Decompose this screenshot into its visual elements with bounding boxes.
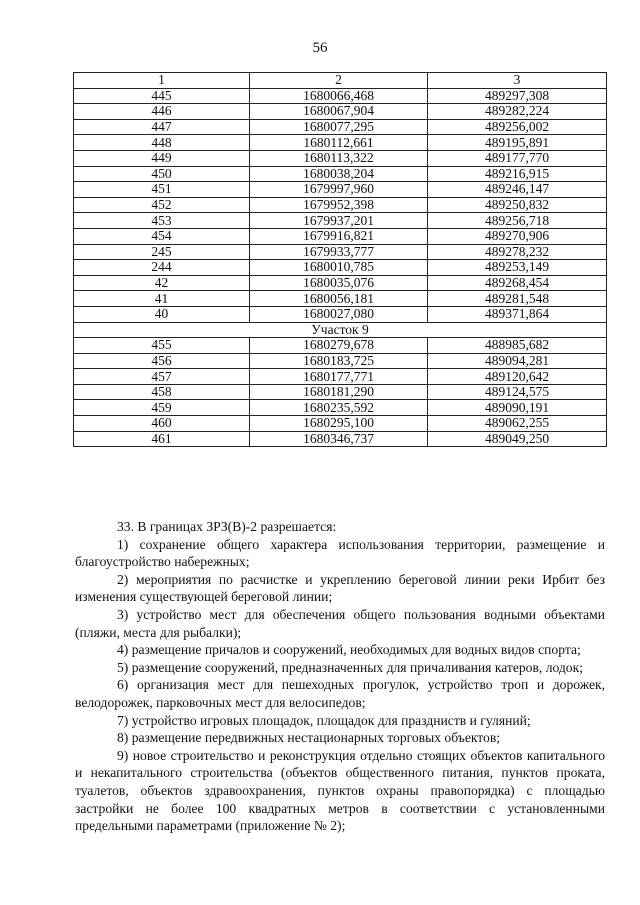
table-row — [74, 369, 607, 385]
table-row — [74, 88, 607, 104]
table-row — [74, 416, 607, 432]
table-row — [74, 353, 607, 369]
y-coordinate-cell: 489049,250 — [428, 431, 607, 447]
table-row — [74, 431, 607, 447]
point-number-cell: 446 — [74, 104, 250, 120]
x-coordinate-cell: 1680010,785 — [250, 260, 428, 276]
y-coordinate-cell: 489270,906 — [428, 228, 607, 244]
point-number-cell: 455 — [74, 338, 250, 354]
x-coordinate-cell: 1680295,100 — [250, 416, 428, 432]
x-coordinate-cell: 1680056,181 — [250, 291, 428, 307]
y-coordinate-cell: 489256,002 — [428, 119, 607, 135]
section-heading: 33. В границах ЗРЗ(В)-2 разрешается: — [117, 519, 337, 534]
point-number-cell: 460 — [74, 416, 250, 432]
y-coordinate-cell: 489371,864 — [428, 306, 607, 322]
table-row — [74, 291, 607, 307]
table-row — [74, 166, 607, 182]
x-coordinate-cell: 1680038,204 — [250, 166, 428, 182]
x-coordinate-cell: 1680066,468 — [250, 88, 428, 104]
y-coordinate-cell: 489177,770 — [428, 150, 607, 166]
table-row — [74, 338, 607, 354]
x-coordinate-cell: 1680346,737 — [250, 431, 428, 447]
y-coordinate-cell: 489120,642 — [428, 369, 607, 385]
point-number-cell: 450 — [74, 166, 250, 182]
section-label: Участок 9 — [74, 322, 607, 338]
x-coordinate-cell: 1680183,725 — [250, 353, 428, 369]
table-row — [74, 213, 607, 229]
y-coordinate-cell: 489124,575 — [428, 384, 607, 400]
list-item: 9) новое строительство и реконструкция отдельно стоящих объектов капитального и некапитального строительства (объектов общественного питания, пунктов проката, туалетов, объектов здравоохранения, пунктов охраны правопорядка) с площадью застройки не более 100 квадратных метров в соответствии с установленными предельными параметрами (приложение № 2); — [75, 747, 605, 834]
table-row — [74, 400, 607, 416]
list-item: 6) организация мест для пешеходных прогулок, устройство троп и дорожек, велодорожек, парковочных мест для велосипедов; — [75, 677, 605, 710]
table-row — [74, 150, 607, 166]
x-coordinate-cell: 1680235,592 — [250, 400, 428, 416]
x-coordinate-cell: 1680112,661 — [250, 135, 428, 151]
coordinates-table — [73, 72, 607, 447]
point-number-cell: 42 — [74, 275, 250, 291]
point-number-cell: 452 — [74, 197, 250, 213]
coordinates-table-body — [74, 73, 607, 447]
x-coordinate-cell: 1680113,322 — [250, 150, 428, 166]
list-item: 1) сохранение общего характера использования территории, размещение и благоустройство набережных; — [75, 536, 605, 570]
table-row — [74, 119, 607, 135]
y-coordinate-cell: 489246,147 — [428, 182, 607, 198]
x-coordinate-cell: 1680181,290 — [250, 384, 428, 400]
point-number-cell: 449 — [74, 150, 250, 166]
table-row — [74, 135, 607, 151]
y-coordinate-cell: 489253,149 — [428, 260, 607, 276]
x-coordinate-cell: 1680027,080 — [250, 306, 428, 322]
y-coordinate-cell: 489268,454 — [428, 275, 607, 291]
table-row — [74, 384, 607, 400]
x-coordinate-cell: 1680177,771 — [250, 369, 428, 385]
x-coordinate-cell: 1680035,076 — [250, 275, 428, 291]
point-number-cell: 459 — [74, 400, 250, 416]
column-header: 2 — [250, 73, 428, 89]
x-coordinate-cell: 1679933,777 — [250, 244, 428, 260]
column-header: 1 — [74, 73, 250, 89]
list-item: 5) размещение сооружений, предназначенных для причаливания катеров, лодок; — [117, 659, 583, 675]
y-coordinate-cell: 488985,682 — [428, 338, 607, 354]
point-number-cell: 454 — [74, 228, 250, 244]
y-coordinate-cell: 489256,718 — [428, 213, 607, 229]
table-row — [74, 244, 607, 260]
point-number-cell: 458 — [74, 384, 250, 400]
point-number-cell: 448 — [74, 135, 250, 151]
x-coordinate-cell: 1679997,960 — [250, 182, 428, 198]
list-item: 2) мероприятия по расчистке и укреплению береговой линии реки Ирбит без изменения существующей береговой линии; — [75, 571, 605, 605]
y-coordinate-cell: 489282,224 — [428, 104, 607, 120]
point-number-cell: 453 — [74, 213, 250, 229]
y-coordinate-cell: 489278,232 — [428, 244, 607, 260]
permitted-uses-text — [75, 518, 605, 835]
y-coordinate-cell: 489216,915 — [428, 166, 607, 182]
page-number: 56 — [312, 40, 328, 56]
point-number-cell: 244 — [74, 260, 250, 276]
y-coordinate-cell: 489297,308 — [428, 88, 607, 104]
table-row — [74, 275, 607, 291]
permitted-uses-list — [75, 536, 605, 835]
y-coordinate-cell: 489094,281 — [428, 353, 607, 369]
table-row — [74, 197, 607, 213]
point-number-cell: 41 — [74, 291, 250, 307]
table-header-row — [74, 73, 607, 89]
x-coordinate-cell: 1679937,201 — [250, 213, 428, 229]
column-header: 3 — [428, 73, 607, 89]
y-coordinate-cell: 489062,255 — [428, 416, 607, 432]
list-item: 4) размещение причалов и сооружений, необходимых для водных видов спорта; — [117, 642, 581, 658]
point-number-cell: 457 — [74, 369, 250, 385]
table-row — [74, 104, 607, 120]
list-item: 3) устройство мест для обеспечения общего пользования водными объектами (пляжи, места для рыбалки); — [75, 606, 605, 640]
point-number-cell: 245 — [74, 244, 250, 260]
x-coordinate-cell: 1680077,295 — [250, 119, 428, 135]
point-number-cell: 461 — [74, 431, 250, 447]
table-row — [74, 182, 607, 198]
table-row — [74, 228, 607, 244]
y-coordinate-cell: 489195,891 — [428, 135, 607, 151]
y-coordinate-cell: 489281,548 — [428, 291, 607, 307]
x-coordinate-cell: 1680279,678 — [250, 338, 428, 354]
list-item: 8) размещение передвижных нестационарных торговых объектов; — [117, 730, 501, 746]
point-number-cell: 447 — [74, 119, 250, 135]
list-item: 7) устройство игровых площадок, площадок для праздниств и гуляний; — [117, 712, 531, 728]
table-row — [74, 260, 607, 276]
point-number-cell: 40 — [74, 306, 250, 322]
x-coordinate-cell: 1680067,904 — [250, 104, 428, 120]
section-row — [74, 322, 607, 338]
x-coordinate-cell: 1679952,398 — [250, 197, 428, 213]
y-coordinate-cell: 489090,191 — [428, 400, 607, 416]
point-number-cell: 445 — [74, 88, 250, 104]
point-number-cell: 451 — [74, 182, 250, 198]
point-number-cell: 456 — [74, 353, 250, 369]
table-row — [74, 306, 607, 322]
y-coordinate-cell: 489250,832 — [428, 197, 607, 213]
x-coordinate-cell: 1679916,821 — [250, 228, 428, 244]
